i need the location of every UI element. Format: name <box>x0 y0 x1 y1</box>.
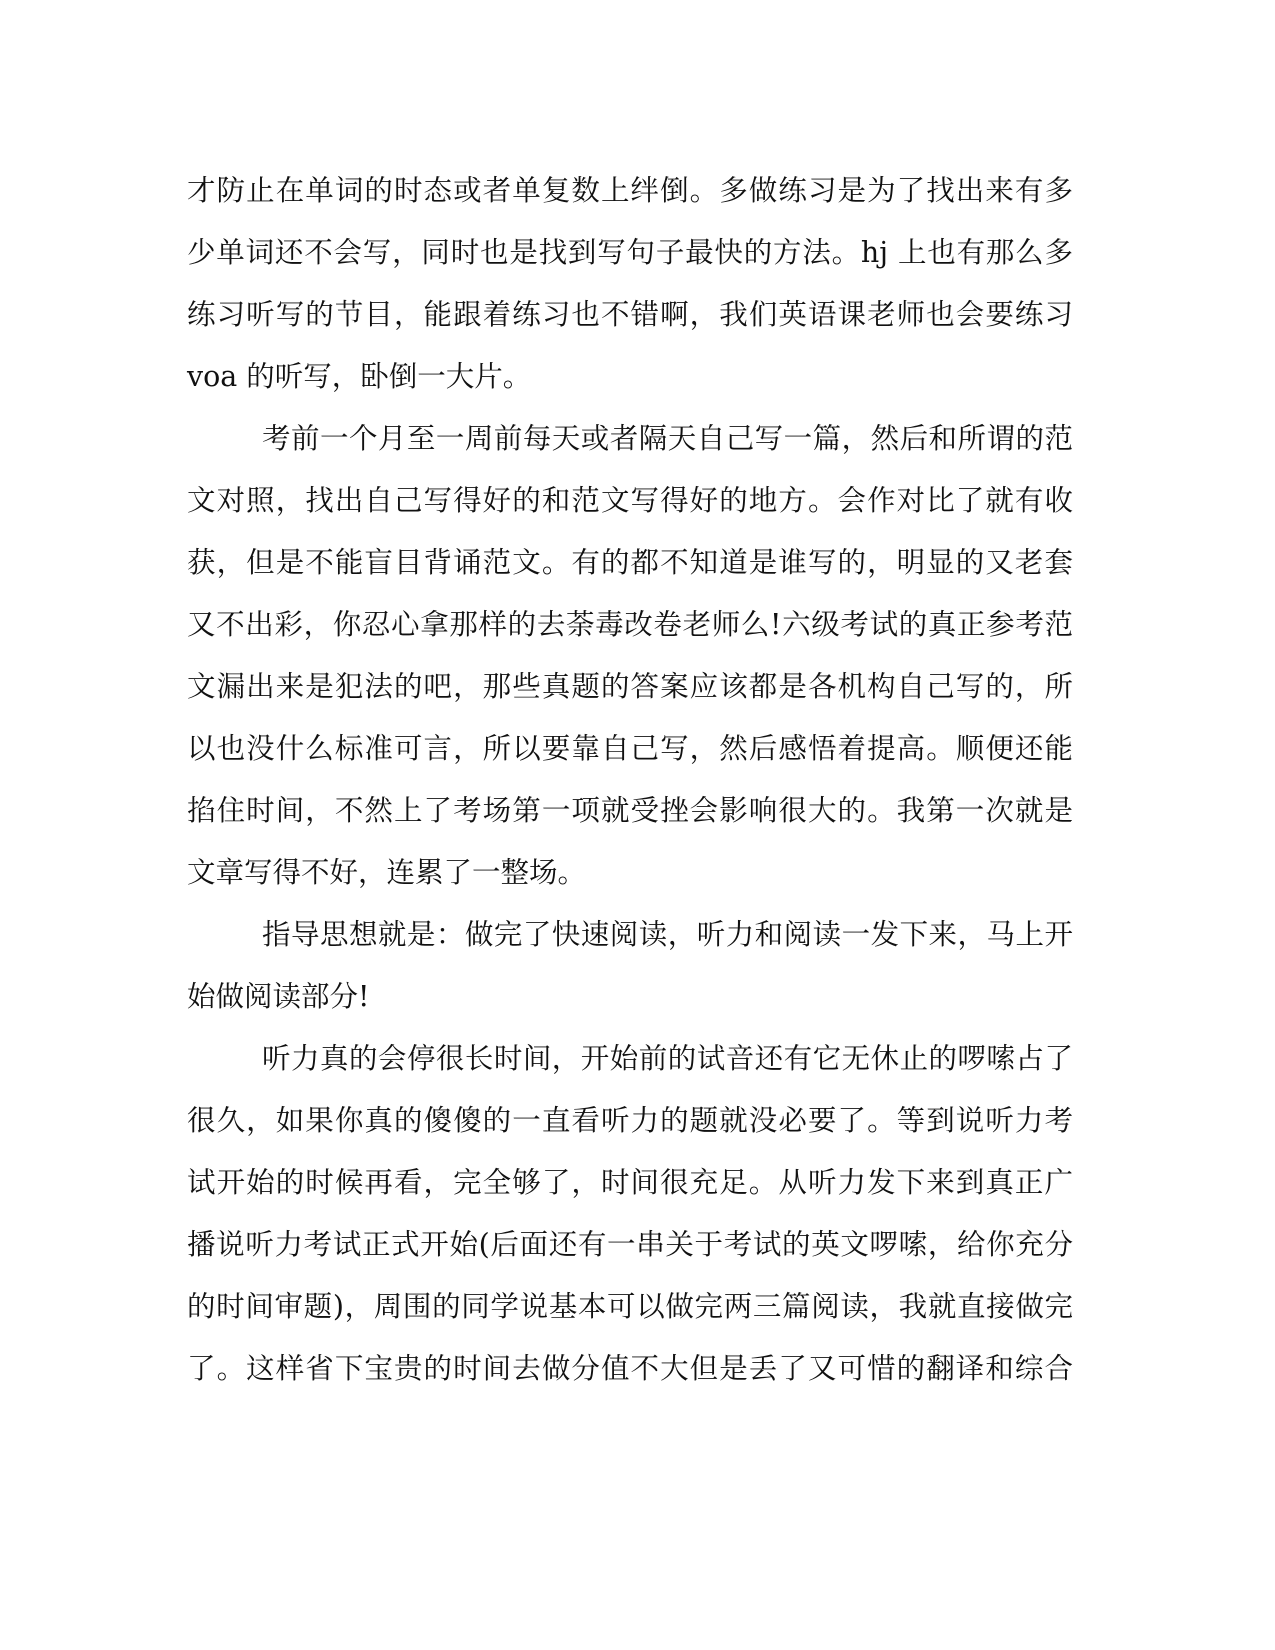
text-line: 以也没什么标准可言，所以要靠自己写，然后感悟着提高。顺便还能 <box>187 732 1073 765</box>
text-line: 获，但是不能盲目背诵范文。有的都不知道是谁写的，明显的又老套 <box>187 546 1073 579</box>
text-line: 文对照，找出自己写得好的和范文写得好的地方。会作对比了就有收 <box>187 484 1073 517</box>
text-line: 又不出彩，你忍心拿那样的去荼毒改卷老师么!六级考试的真正参考范 <box>187 608 1073 641</box>
text-line: 试开始的时候再看，完全够了，时间很充足。从听力发下来到真正广 <box>187 1166 1073 1199</box>
text-line: voa 的听写，卧倒一大片。 <box>187 360 532 393</box>
text-line: 才防止在单词的时态或者单复数上绊倒。多做练习是为了找出来有多 <box>187 174 1073 207</box>
text-line: 了。这样省下宝贵的时间去做分值不大但是丢了又可惜的翻译和综合 <box>187 1352 1073 1385</box>
text-line: 指导思想就是：做完了快速阅读，听力和阅读一发下来，马上开 <box>262 918 1073 951</box>
text-line: 考前一个月至一周前每天或者隔天自己写一篇，然后和所谓的范 <box>262 422 1073 455</box>
text-line: 掐住时间，不然上了考场第一项就受挫会影响很大的。我第一次就是 <box>187 794 1073 827</box>
text-line: 文漏出来是犯法的吧，那些真题的答案应该都是各机构自己写的，所 <box>187 670 1073 703</box>
text-line: 听力真的会停很长时间，开始前的试音还有它无休止的啰嗦占了 <box>262 1042 1073 1075</box>
text-line: 文章写得不好，连累了一整场。 <box>187 856 587 889</box>
text-line: 始做阅读部分! <box>187 980 370 1013</box>
text-line: 播说听力考试正式开始(后面还有一串关于考试的英文啰嗦，给你充分 <box>187 1228 1073 1261</box>
text-line: 练习听写的节目，能跟着练习也不错啊，我们英语课老师也会要练习 <box>187 298 1073 331</box>
text-line: 少单词还不会写，同时也是找到写句子最快的方法。hj 上也有那么多 <box>187 236 1073 269</box>
text-line: 的时间审题)，周围的同学说基本可以做完两三篇阅读，我就直接做完 <box>187 1290 1073 1323</box>
document-body <box>187 160 1073 1400</box>
text-line: 很久，如果你真的傻傻的一直看听力的题就没必要了。等到说听力考 <box>187 1104 1073 1137</box>
